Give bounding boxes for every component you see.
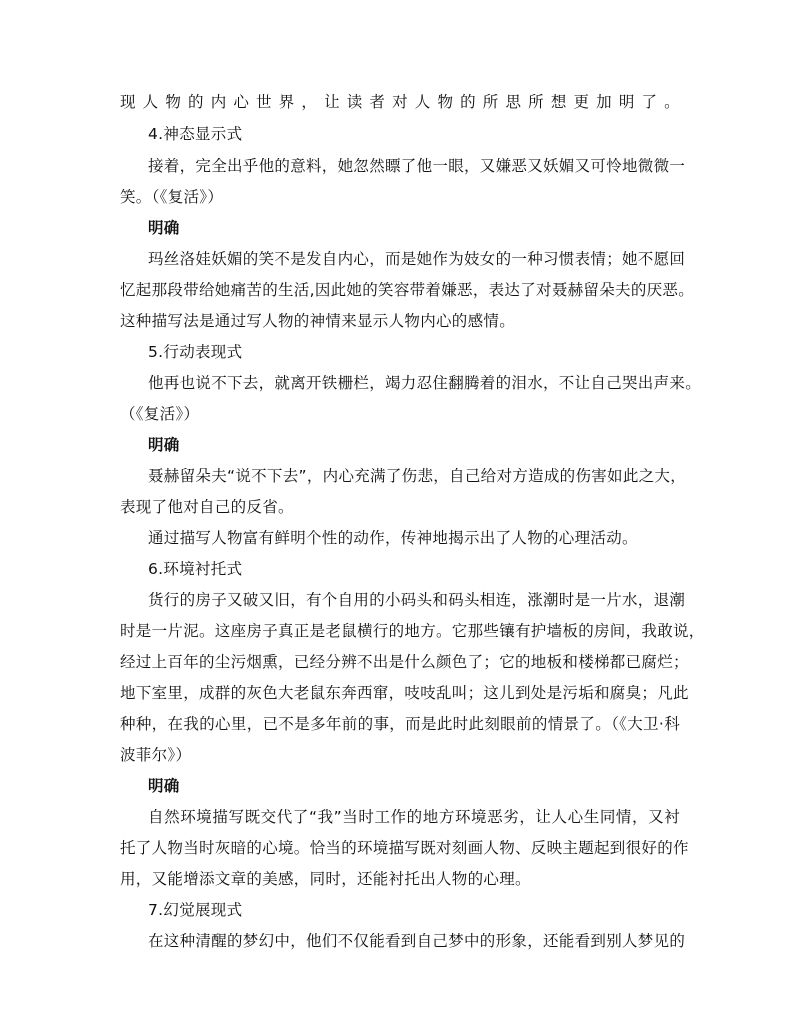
quote-line: 经过上百年的尘污烟熏，已经分辨不出是什么颜色了；它的地板和楼梯都已腐烂； (120, 653, 689, 671)
section-heading: 4.神态显示式 (148, 125, 243, 143)
quote-line: 时是一片泥。这座房子真正是老鼠横行的地方。它那些镶有护墙板的房间，我敢说， (120, 622, 705, 640)
paragraph-line: 玛丝洛娃妖媚的笑不是发自内心，而是她作为妓女的一种习惯表情；她不愿回 (148, 250, 686, 268)
quote-line: 波菲尔》） (120, 746, 192, 764)
quote-line: 地下室里，成群的灰色大老鼠东奔西窜，吱吱乱叫；这儿到处是污垢和腐臭；凡此 (120, 684, 689, 702)
paragraph-line: 通过描写人物富有鲜明个性的动作，传神地揭示出了人物的心理活动。 (148, 529, 638, 547)
paragraph-line: 聂赫留朵夫“说不下去”，内心充满了伤悲，自己给对方造成的伤害如此之大， (148, 467, 687, 485)
clarify-label: 明确 (148, 777, 180, 795)
clarify-label: 明确 (148, 436, 180, 454)
paragraph-line: 托了人物当时灰暗的心境。恰当的环境描写既对刻画人物、反映主题起到很好的作 (120, 839, 689, 857)
quote-line: 种种，在我的心里，已不是多年前的事，而是此时此刻眼前的情景了。（《大卫·科 (120, 715, 680, 733)
section-heading: 6.环境衬托式 (148, 560, 243, 578)
section-heading: 7.幻觉展现式 (148, 901, 243, 919)
paragraph-line: 表现了他对自己的反省。 (120, 498, 294, 516)
paragraph-line: 在这种清醒的梦幻中，他们不仅能看到自己梦中的形象，还能看到别人梦见的 (148, 932, 686, 950)
paragraph-line: 现人物的内心世界，让读者对人物的所思所想更加明了。 (120, 93, 680, 111)
quote-line: 接着，完全出乎他的意料，她忽然瞟了他一眼，又嫌恶又妖媚又可怜地微微一 (148, 157, 686, 175)
quote-line: 笑。（《复活》） (120, 188, 224, 206)
quote-line: 货行的房子又破又旧，有个自用的小码头和码头相连，涨潮时是一片水，退潮 (148, 591, 686, 609)
clarify-label: 明确 (148, 219, 180, 237)
quote-line: 他再也说不下去，就离开铁栅栏，竭力忍住翻腾着的泪水，不让自己哭出声来。 (148, 374, 702, 392)
paragraph-line: 自然环境描写既交代了“我”当时工作的地方环境恶劣，让人心生同情，又衬 (148, 808, 680, 826)
paragraph-line: 忆起那段带给她痛苦的生活,因此她的笑容带着嫌恶，表达了对聂赫留朵夫的厌恶。 (120, 281, 695, 299)
quote-line: （《复活》） (120, 405, 200, 423)
paragraph-line: 这种描写法是通过写人物的神情来显示人物内心的感情。 (120, 312, 516, 330)
section-heading: 5.行动表现式 (148, 343, 243, 361)
paragraph-line: 用，又能增添文章的美感，同时，还能衬托出人物的心理。 (120, 870, 531, 888)
